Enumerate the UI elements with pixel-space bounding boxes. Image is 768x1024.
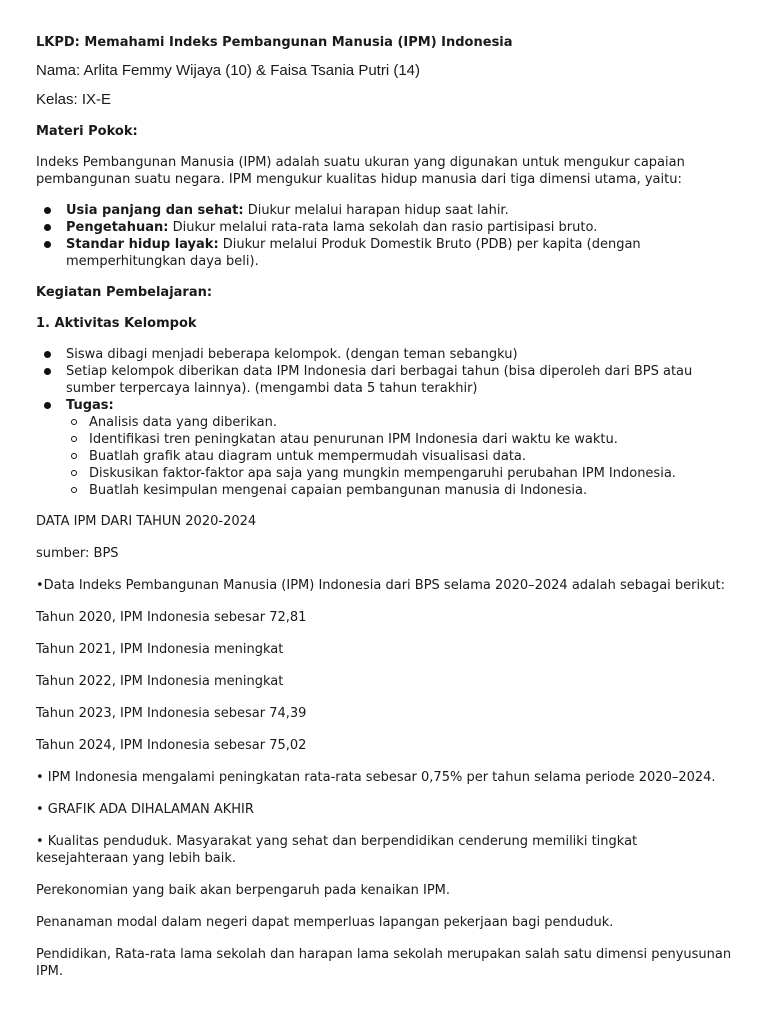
- dimensi-text: Diukur melalui Produk Domestik Bruto (PDB) per kapita (dengan memperhitungkan daya beli).: [66, 237, 641, 269]
- factor-quality: • Kualitas penduduk. Masyarakat yang sehat dan berpendidikan cenderung memiliki tingkat kesejahteraan yang lebih baik.: [36, 834, 638, 866]
- list-item: Siswa dibagi menjadi beberapa kelompok. (dengan teman sebangku): [66, 346, 732, 363]
- list-item: [66, 219, 732, 236]
- dimensi-label: Standar hidup layak:: [66, 237, 219, 252]
- data-heading: DATA IPM DARI TAHUN 2020-2024: [36, 514, 257, 529]
- data-row-2023: Tahun 2023, IPM Indonesia sebesar 74,39: [36, 706, 307, 721]
- list-item: [66, 236, 732, 270]
- data-intro: •Data Indeks Pembangunan Manusia (IPM) Indonesia dari BPS selama 2020–2024 adalah sebagai berikut:: [36, 578, 725, 593]
- dimensi-text: Diukur melalui rata-rata lama sekolah dan rasio partisipasi bruto.: [168, 220, 598, 235]
- data-row-2021: Tahun 2021, IPM Indonesia meningkat: [36, 642, 284, 657]
- factor-investment: Penanaman modal dalam negeri dapat memperluas lapangan pekerjaan bagi penduduk.: [36, 915, 614, 930]
- aktivitas-heading: 1. Aktivitas Kelompok: [36, 316, 197, 331]
- list-item: Buatlah grafik atau diagram untuk mempermudah visualisasi data.: [89, 448, 732, 465]
- data-row-2024: Tahun 2024, IPM Indonesia sebesar 75,02: [36, 738, 307, 753]
- list-item: Buatlah kesimpulan mengenai capaian pembangunan manusia di Indonesia.: [89, 482, 732, 499]
- tugas-list: [66, 414, 732, 499]
- list-item: Analisis data yang diberikan.: [89, 414, 732, 431]
- growth-note: • IPM Indonesia mengalami peningkatan rata-rata sebesar 0,75% per tahun selama periode 2020–2024.: [36, 770, 716, 785]
- data-row-2020: Tahun 2020, IPM Indonesia sebesar 72,81: [36, 610, 307, 625]
- list-item: Diskusikan faktor-faktor apa saja yang mungkin mempengaruhi perubahan IPM Indonesia.: [89, 465, 732, 482]
- student-names: Nama: Arlita Femmy Wijaya (10) & Faisa Tsania Putri (14): [36, 62, 421, 79]
- dimensi-label: Pengetahuan:: [66, 220, 169, 235]
- data-row-2022: Tahun 2022, IPM Indonesia meningkat: [36, 674, 284, 689]
- data-source: sumber: BPS: [36, 546, 119, 561]
- tugas-label: Tugas:: [66, 398, 114, 413]
- aktivitas-list: [36, 346, 732, 499]
- graph-note: • GRAFIK ADA DIHALAMAN AKHIR: [36, 802, 254, 817]
- list-item: Setiap kelompok diberikan data IPM Indonesia dari berbagai tahun (bisa diperoleh dari BPS atau sumber terpercaya lainnya). (mengambi data 5 tahun terakhir): [66, 363, 732, 397]
- materi-heading: Materi Pokok:: [36, 124, 138, 139]
- list-item: [66, 397, 732, 499]
- document-title: LKPD: Memahami Indeks Pembangunan Manusia (IPM) Indonesia: [36, 35, 513, 50]
- dimensi-text: Diukur melalui harapan hidup saat lahir.: [243, 203, 509, 218]
- materi-intro: Indeks Pembangunan Manusia (IPM) adalah suatu ukuran yang digunakan untuk mengukur capaian pembangunan suatu negara. IPM mengukur kualitas hidup manusia dari tiga dimensi utama, yaitu:: [36, 155, 685, 187]
- list-item: [66, 202, 732, 219]
- kegiatan-heading: Kegiatan Pembelajaran:: [36, 285, 213, 300]
- dimensi-label: Usia panjang dan sehat:: [66, 203, 244, 218]
- list-item: Identifikasi tren peningkatan atau penurunan IPM Indonesia dari waktu ke waktu.: [89, 431, 732, 448]
- factor-economy: Perekonomian yang baik akan berpengaruh pada kenaikan IPM.: [36, 883, 451, 898]
- factor-education: Pendidikan, Rata-rata lama sekolah dan harapan lama sekolah merupakan salah satu dimensi penyusunan IPM.: [36, 947, 732, 979]
- dimensi-list: [36, 202, 732, 270]
- class-label: Kelas: IX-E: [36, 91, 112, 108]
